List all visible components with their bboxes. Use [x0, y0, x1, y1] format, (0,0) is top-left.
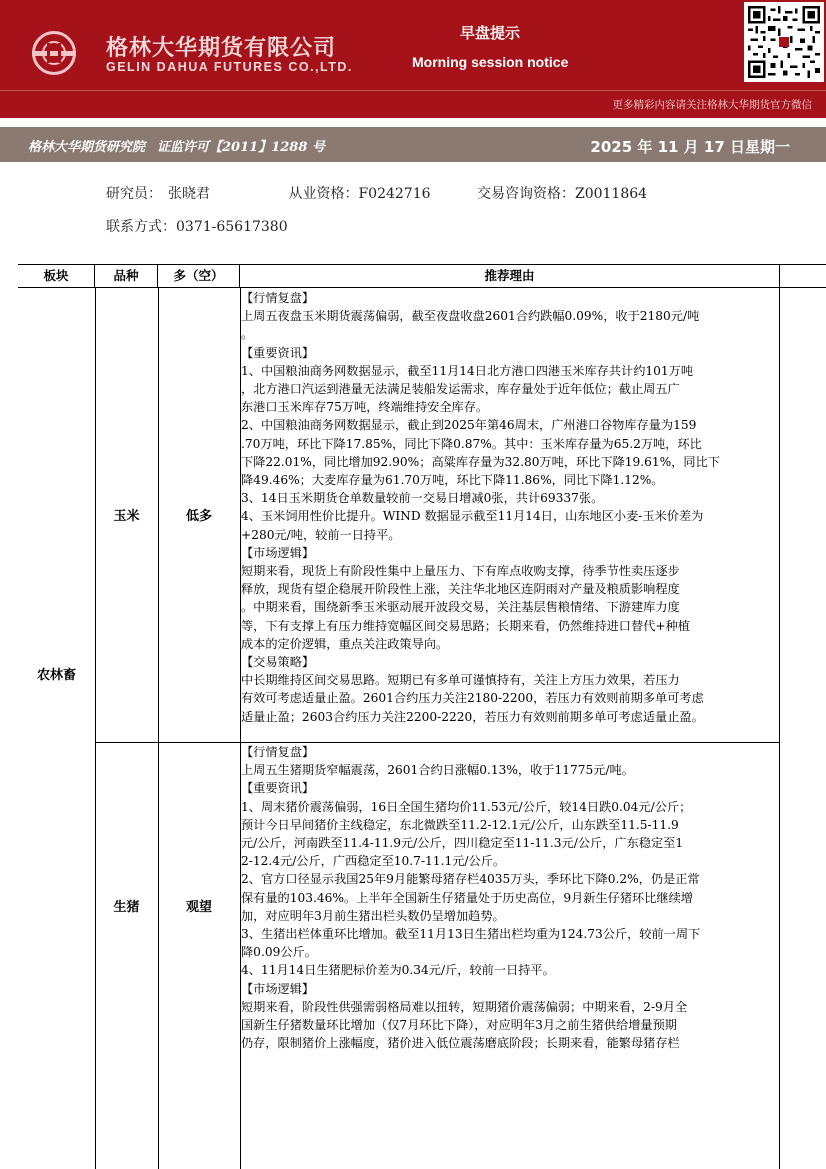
report-date: 2025 年 11 月 17 日星期一 — [590, 138, 790, 156]
text-line: 降49.46%；大麦库存量为61.70万吨，环比下降11.86%，同比下降1.12%。 — [241, 473, 664, 488]
header-sector: 板块 — [18, 265, 95, 287]
reason-hog — [241, 743, 779, 1052]
company-logo-icon — [32, 31, 76, 75]
text-line: 东港口玉米库存75万吨，终端维持安全库存。 — [241, 400, 489, 415]
text-line: 有效可考虑适量止盈。2601合约压力关注2180-2200，若压力有效则前期多单可考虑 — [241, 691, 704, 706]
text-line: 。中期来看，围绕新季玉米驱动展开波段交易，关注基层售粮情绪、下游建库力度 — [241, 600, 680, 615]
text-line: 中长期维持区间交易思路。短期已有多单可谨慎持有，关注上方压力效果，若压力 — [241, 673, 680, 688]
text-line: 【交易策略】 — [241, 655, 315, 670]
contact-phone: 0371-65617380 — [176, 219, 288, 235]
direction-corn: 低多 — [185, 509, 212, 524]
header-variety: 品种 — [95, 265, 158, 287]
company-name-en: GELIN DAHUA FUTURES CO.,LTD. — [106, 60, 353, 74]
header-divider — [0, 90, 826, 91]
text-line: 4、11月14日生猪肥标价差为0.34元/斤，较前一日持平。 — [241, 963, 555, 978]
direction-hog: 观望 — [185, 900, 212, 915]
text-line: 元/公斤，河南跌至11.4-11.9元/公斤，四川稳定至11-11.3元/公斤，广东稳定至1 — [241, 836, 684, 851]
text-line: 【重要资讯】 — [241, 345, 315, 360]
variety-hog: 生猪 — [113, 900, 140, 915]
qualification-id: F0242716 — [358, 186, 431, 202]
contact-label: 联系方式： — [106, 219, 176, 235]
institute-info — [28, 136, 337, 155]
text-line: 1、周末猪价震荡偏弱，16日全国生猪均价11.53元/公斤，较14日跌0.04元/公斤； — [241, 799, 692, 814]
text-line: 3、生猪出栏体重环比增加。截至11月13日生猪出栏均重为124.73公斤，较前一周下 — [241, 927, 701, 942]
text-line: 短期来看，现货上有阶段性集中上量压力、下有库点收购支撑，待季节性卖压逐步 — [241, 564, 680, 579]
qualification-label: 从业资格： — [288, 186, 359, 202]
researcher-label: 研究员： — [106, 186, 162, 202]
sector-label: 农林畜 — [36, 668, 76, 683]
company-name-cn: 格林大华期货有限公司 — [106, 36, 337, 61]
text-line: 短期来看，阶段性供强需弱格局难以扭转，短期猪价震荡偏弱；中期来看，2-9月全 — [241, 999, 688, 1014]
text-line: 下降22.01%，同比增加92.90%；高粱库存量为32.80万吨，环比下降19.61%，同比下 — [241, 454, 720, 469]
researcher-name: 张晓君 — [168, 186, 210, 202]
text-line: 2、中国粮油商务网数据显示，截止到2025年第46周末，广州港口谷物库存量为159 — [241, 418, 697, 433]
text-line: 国新生仔猪数量环比增加（仅7月环比下降），对应明年3月之前生猪供给增量预期 — [241, 1018, 677, 1033]
text-line: 仍存，限制猪价上涨幅度，猪价进入低位震荡磨底阶段；长期来看，能繁母猪存栏 — [241, 1036, 680, 1051]
follow-wechat-text: 更多精彩内容请关注格林大华期货官方微信 — [612, 99, 812, 111]
text-line: 上周五生猪期货窄幅震荡，2601合约日涨幅0.13%，收于11775元/吨。 — [241, 763, 634, 778]
consulting-label: 交易咨询资格： — [476, 186, 575, 202]
header-banner — [0, 0, 826, 118]
text-line: 【市场逻辑】 — [241, 545, 315, 560]
institute-name: 格林大华期货研究院 — [28, 140, 146, 155]
text-line: 【市场逻辑】 — [241, 981, 315, 996]
header-direction: 多（空） — [158, 265, 240, 287]
report-title-en: Morning session notice — [412, 54, 569, 70]
text-line: 1、中国粮油商务网数据显示，截至11月14日北方港口四港玉米库存共计约101万吨 — [241, 363, 694, 378]
text-line: 保有量的103.46%。上半年全国新生仔猪量处于历史高位，9月新生仔猪环比继续增 — [241, 890, 693, 905]
text-line: 2、官方口径显示我国25年9月能繁母猪存栏4035万头，季环比下降0.2%，仍是正常 — [241, 872, 700, 887]
text-line: 适量止盈；2603合约压力关注2200-2220，若压力有效则前期多单可考虑适量止盈。 — [241, 709, 704, 724]
reason-corn — [241, 289, 779, 726]
institute-band — [0, 127, 826, 162]
license-number: 证监许可【2011】1288 号 — [157, 140, 325, 155]
text-line: 等，下有支撑上有压力维持宽幅区间交易思路；长期来看，仍然维持进口替代+种植 — [241, 618, 690, 633]
text-line: 2-12.4元/公斤，广西稳定至10.7-11.1元/公斤。 — [241, 854, 506, 869]
wechat-qr-code-icon — [744, 2, 824, 82]
text-line: 【重要资讯】 — [241, 781, 315, 796]
grid-line — [95, 288, 96, 1169]
text-line: 成本的定价逻辑，重点关注政策导向。 — [241, 636, 449, 651]
text-line: 【行情复盘】 — [241, 291, 315, 305]
contact-row — [106, 216, 288, 236]
text-line: .70万吨，环比下降17.85%，同比下降0.87%。其中：玉米库存量为65.2万吨，环比 — [241, 436, 702, 451]
text-line: 降0.09公斤。 — [241, 945, 317, 960]
text-line: 加，对应明年3月前生猪出栏头数仍呈增加趋势。 — [241, 908, 505, 923]
text-line: ，北方港口汽运到港量无法满足装船发运需求，库存量处于近年低位；截止周五广 — [241, 382, 680, 397]
text-line: 3、14日玉米期货仓单数量较前一交易日增减0张，共计69337张。 — [241, 491, 604, 506]
table-header-row — [18, 264, 826, 288]
text-line: 预计今日早间猪价主线稳定，东北微跌至11.2-12.1元/公斤，山东跌至11.5-11.9 — [241, 817, 679, 832]
grid-line — [158, 288, 159, 1169]
text-line: 。 — [241, 327, 254, 342]
header-reason: 推荐理由 — [240, 265, 780, 287]
text-line: 释放，现货有望企稳展开阶段性上涨，关注华北地区连阴雨对产量及粮质影响程度 — [241, 582, 680, 597]
grid-line — [779, 264, 780, 1169]
text-line: 上周五夜盘玉米期货震荡偏弱，截至夜盘收盘2601合约跌幅0.09%，收于2180元/吨 — [241, 309, 700, 324]
analyst-row — [106, 183, 647, 203]
variety-corn: 玉米 — [113, 509, 140, 524]
text-line: 【行情复盘】 — [241, 745, 315, 759]
report-title-cn: 早盘提示 — [460, 24, 521, 42]
text-line: 4、玉米饲用性价比提升。WIND 数据显示截至11月14日，山东地区小麦-玉米价差为 — [241, 509, 704, 524]
text-line: +280元/吨，较前一日持平。 — [241, 527, 401, 542]
consulting-id: Z0011864 — [574, 186, 648, 202]
